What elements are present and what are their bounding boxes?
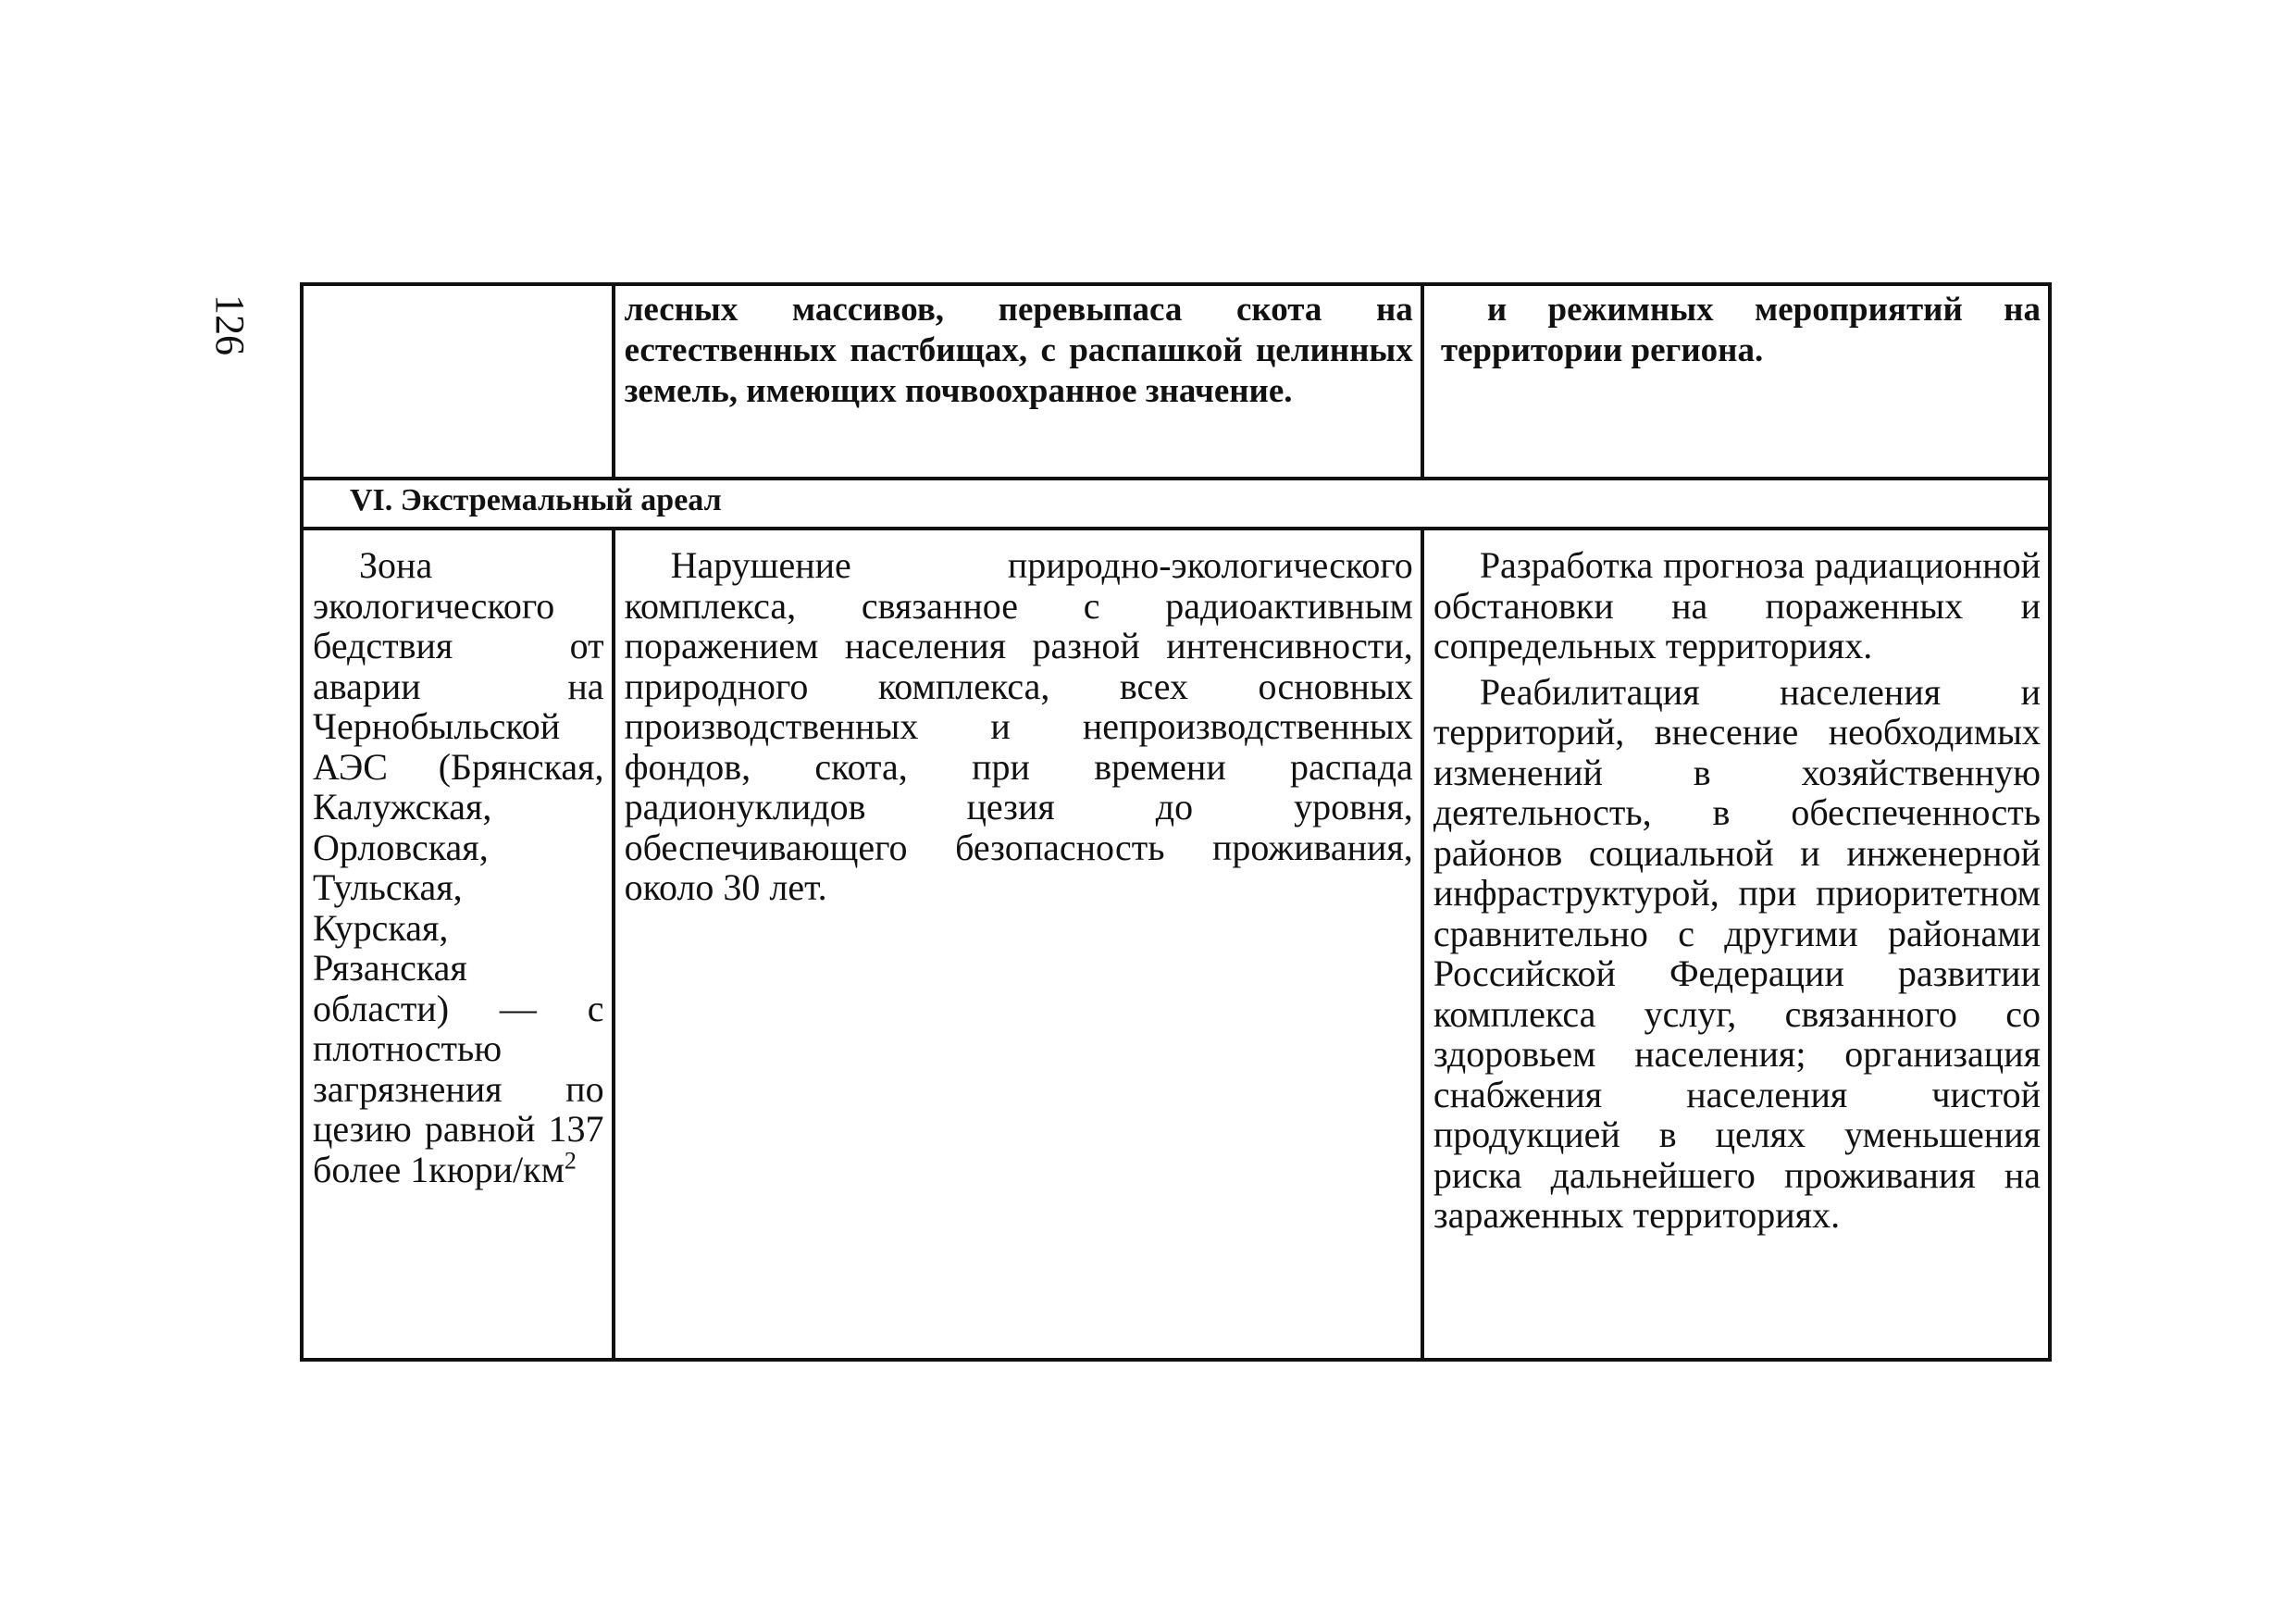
- measures-paragraph-2: Реабилитация населения и территорий, внесение необходимых изменений в хозяйственную деятельность, в обеспеченность районов социальной и инженерной инфраструктурой, при приоритетном сравнительно с другими районами Российской Федерации развитии комплекса услуг, связанного со здоровьем населения; организация снабжения населения чистой продукцией в целях уменьшения риска дальнейшего проживания на зараженных территориях.: [1433, 670, 2041, 1236]
- impact-description: Нарушение природно-экологического комплекса, связанное с радиоактивным поражением населения разной интенсивности, природного комплекса, всех основных производственных и непроизводственных фондов, скота, при времени распада радионуклидов цезия до уровня, обеспечивающего безопасность проживания, около 30 лет.: [624, 544, 1413, 908]
- zone-text: Зона экологического бедствия от аварии на Чернобыльской АЭС (Брянская, Калужская, Орловская, Тульская, Курская, Рязанская области) — с плотностью загрязнения по цезию равной 137 более 1кюри/км: [313, 544, 604, 1190]
- zone-description: [313, 545, 604, 1189]
- section-heading: VI. Экстремальный ареал: [302, 479, 2050, 529]
- table-cell-measures: [1422, 529, 2050, 1360]
- document-table: [300, 282, 2052, 1362]
- zone-superscript: 2: [564, 1147, 577, 1175]
- table-row-extreme-area: [302, 529, 2050, 1360]
- table-cell-zone: [302, 529, 614, 1360]
- table-cell-zone-continued: [302, 284, 614, 479]
- table-cell-impact: [614, 529, 1422, 1360]
- table-cell-measures-continued: [1422, 284, 2050, 479]
- page-number: 126: [207, 294, 253, 355]
- table-row-continuation: [302, 284, 2050, 479]
- measures-paragraph-1: Разработка прогноза радиационной обстановки на пораженных и сопредельных территориях.: [1433, 544, 2041, 666]
- table-cell-impact-continued: лесных массивов, перевыпаса скота на естественных пастбищах, с распашкой целинных земель, имеющих почвоохранное значение.: [614, 284, 1422, 479]
- table-row-section: [302, 479, 2050, 529]
- measures-continued-text: и режимных мероприятий на территории региона.: [1440, 291, 2041, 369]
